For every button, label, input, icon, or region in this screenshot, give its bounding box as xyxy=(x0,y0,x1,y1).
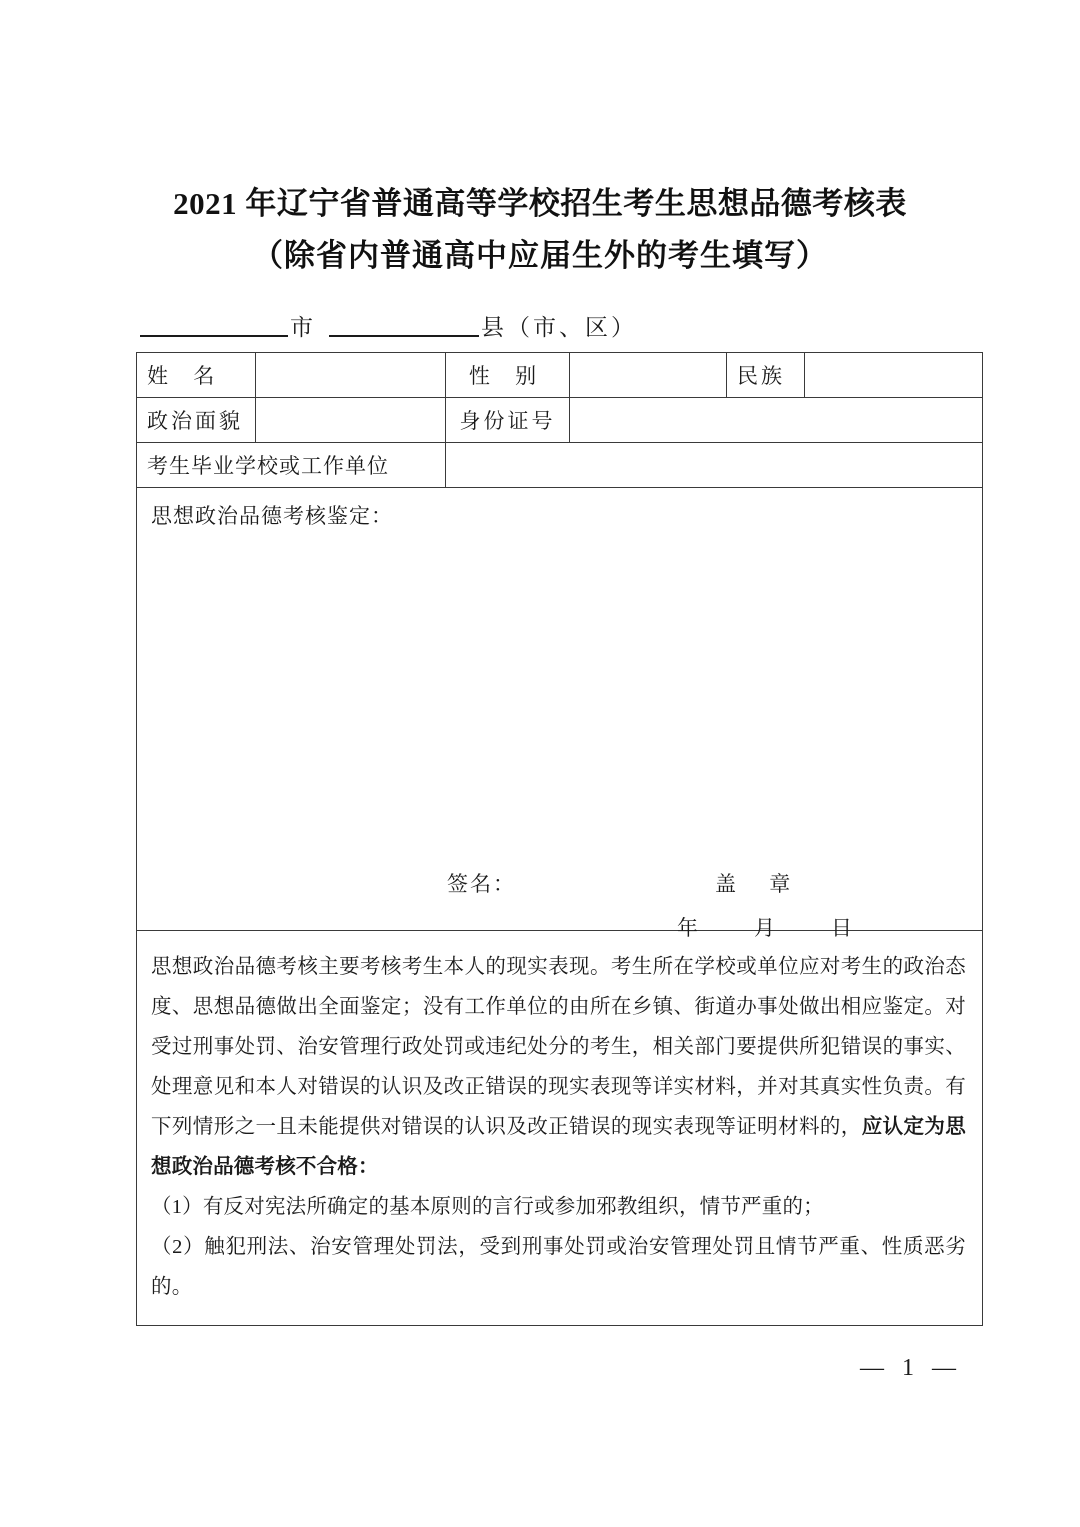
assessment-label: 思想政治品德考核鉴定： xyxy=(151,504,393,528)
page-number: — 1 — xyxy=(860,1355,962,1381)
ethnicity-value[interactable] xyxy=(805,353,983,398)
gender-value[interactable] xyxy=(570,353,727,398)
county-blank-field[interactable] xyxy=(329,315,479,337)
signature-label: 签名： xyxy=(447,872,516,896)
table-row-political-id xyxy=(137,398,983,443)
city-suffix-label: 市 xyxy=(290,315,315,340)
school-or-workplace-label: 考生毕业学校或工作单位 xyxy=(137,443,446,488)
seal-label: 盖 章 xyxy=(715,872,805,896)
page-title xyxy=(0,178,1080,282)
table-row-assessment xyxy=(137,488,983,931)
notes-paragraph-plain: 思想政治品德考核主要考核考生本人的现实表现。考生所在学校或单位应对考生的政治态度、思想品德做出全面鉴定；没有工作单位的由所在乡镇、街道办事处做出相应鉴定。对受过刑事处罚、治安管理行政处罚或违纪处分的考生，相关部门要提供所犯错误的事实、处理意见和本人对错误的认识及改正错误的现实表现等详实材料，并对其真实性负责。有下列情形之一且未能提供对错误的认识及改正错误的现实表现等证明材料的， xyxy=(151,956,966,1138)
county-suffix-label: 县（市、区） xyxy=(481,315,637,340)
political-status-value[interactable] xyxy=(256,398,446,443)
id-number-label: 身份证号 xyxy=(446,398,570,443)
notes-item-1: （1）有反对宪法所确定的基本原则的言行或参加邪教组织，情节严重的； xyxy=(151,1196,824,1218)
notes-paragraph-bold: 应认定为思想政治品德考核不合格： xyxy=(151,1116,966,1178)
notes-cell xyxy=(137,931,983,1326)
city-blank-field[interactable] xyxy=(140,315,288,337)
region-fill-line xyxy=(140,313,637,343)
title-line-1: 2021 年辽宁省普通高等学校招生考生思想品德考核表 xyxy=(173,186,907,221)
notes-item-2: （2）触犯刑法、治安管理处罚法，受到刑事处罚或治安管理处罚且情节严重、性质恶劣的。 xyxy=(151,1236,966,1298)
table-row-school xyxy=(137,443,983,488)
date-day-label: 日 xyxy=(831,916,854,940)
date-year-label: 年 xyxy=(677,916,700,940)
table-row-notes xyxy=(137,931,983,1326)
id-number-value[interactable] xyxy=(570,398,983,443)
candidate-form-table xyxy=(136,352,983,1326)
table-row-name xyxy=(137,353,983,398)
date-fields xyxy=(677,912,854,942)
title-line-2: （除省内普通高中应届生外的考生填写） xyxy=(252,238,828,273)
gender-label: 性 别 xyxy=(446,353,570,398)
assessment-cell[interactable] xyxy=(137,488,983,940)
date-month-label: 月 xyxy=(754,916,777,940)
notes-paragraph xyxy=(151,947,966,1187)
name-value[interactable] xyxy=(256,353,446,398)
name-label: 姓 名 xyxy=(137,353,256,398)
political-status-label: 政治面貌 xyxy=(137,398,256,443)
ethnicity-label: 民族 xyxy=(727,353,805,398)
school-or-workplace-value[interactable] xyxy=(446,443,983,488)
